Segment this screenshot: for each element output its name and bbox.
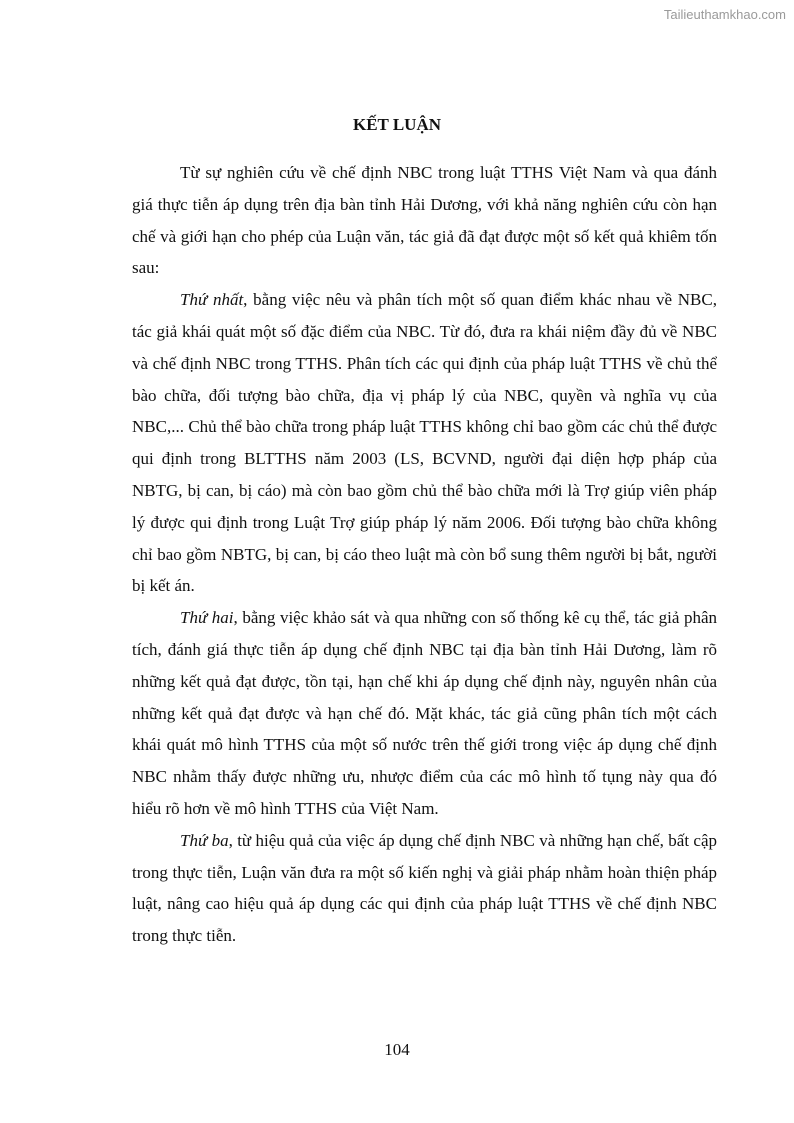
third-point-paragraph — [132, 825, 717, 952]
page-title: KẾT LUẬN — [352, 115, 441, 134]
page-number: 104 — [384, 1040, 410, 1059]
watermark: Tailieuthamkhao.com — [663, 7, 786, 22]
paragraph-lead: Thứ ba — [180, 830, 229, 850]
document-body — [132, 157, 717, 952]
paragraph-text: , bằng việc khảo sát và qua những con số thống kê cụ thể, tác giả phân tích, đánh giá thực tiễn áp dụng chế định NBC tại địa bàn tỉnh Hải Dương, làm rõ những kết quả đạt được, tồn tại, hạn chế khi áp dụng chế định này, nguyên nhân của những kết quả đạt được và hạn chế đó. Mặt khác, tác giả cũng phân tích một cách khái quát mô hình TTHS của một số nước trên thế giới trong việc áp dụng chế định NBC nhằm thấy được những ưu, nhược điểm của các mô hình tố tụng này qua đó hiểu rõ hơn về mô hình TTHS của Việt Nam. — [132, 608, 717, 818]
second-point-paragraph — [132, 602, 717, 825]
paragraph-text: , từ hiệu quả của việc áp dụng chế định NBC và những hạn chế, bất cập trong thực tiễn, Luận văn đưa ra một số kiến nghị và giải pháp nhằm hoàn thiện pháp luật, nâng cao hiệu quả áp dụng các qui định của pháp luật TTHS về chế định NBC trong thực tiễn. — [132, 830, 717, 946]
paragraph-text: , bằng việc nêu và phân tích một số quan điểm khác nhau về NBC, tác giả khái quát một số đặc điểm của NBC. Từ đó, đưa ra khái niệm đầy đủ về NBC và chế định NBC trong TTHS. Phân tích các qui định của pháp luật TTHS về chủ thể bào chữa, đối tượng bào chữa, địa vị pháp lý của NBC, quyền và nghĩa vụ của NBC,... Chủ thể bào chữa trong pháp luật TTHS không chỉ bao gồm các chủ thể được qui định trong BLTTHS năm 2003 (LS, BCVND, người đại diện hợp pháp của NBTG, bị can, bị cáo) mà còn bao gồm chủ thể bào chữa mới là Trợ giúp viên pháp lý được qui định trong Luật Trợ giúp pháp lý năm 2006. Đối tượng bào chữa không chỉ bao gồm NBTG, bị can, bị cáo theo luật mà còn bổ sung thêm người bị bắt, người bị kết án. — [132, 290, 717, 596]
first-point-paragraph — [132, 284, 717, 602]
paragraph-text: Từ sự nghiên cứu về chế định NBC trong luật TTHS Việt Nam và qua đánh giá thực tiễn áp dụng trên địa bàn tỉnh Hải Dương, với khả năng nghiên cứu còn hạn chế và giới hạn cho phép của Luận văn, tác giả đã đạt được một số kết quả khiêm tốn sau: — [132, 163, 717, 278]
intro-paragraph — [132, 157, 717, 284]
paragraph-lead: Thứ hai — [180, 608, 234, 628]
paragraph-lead: Thứ nhất — [180, 290, 244, 310]
